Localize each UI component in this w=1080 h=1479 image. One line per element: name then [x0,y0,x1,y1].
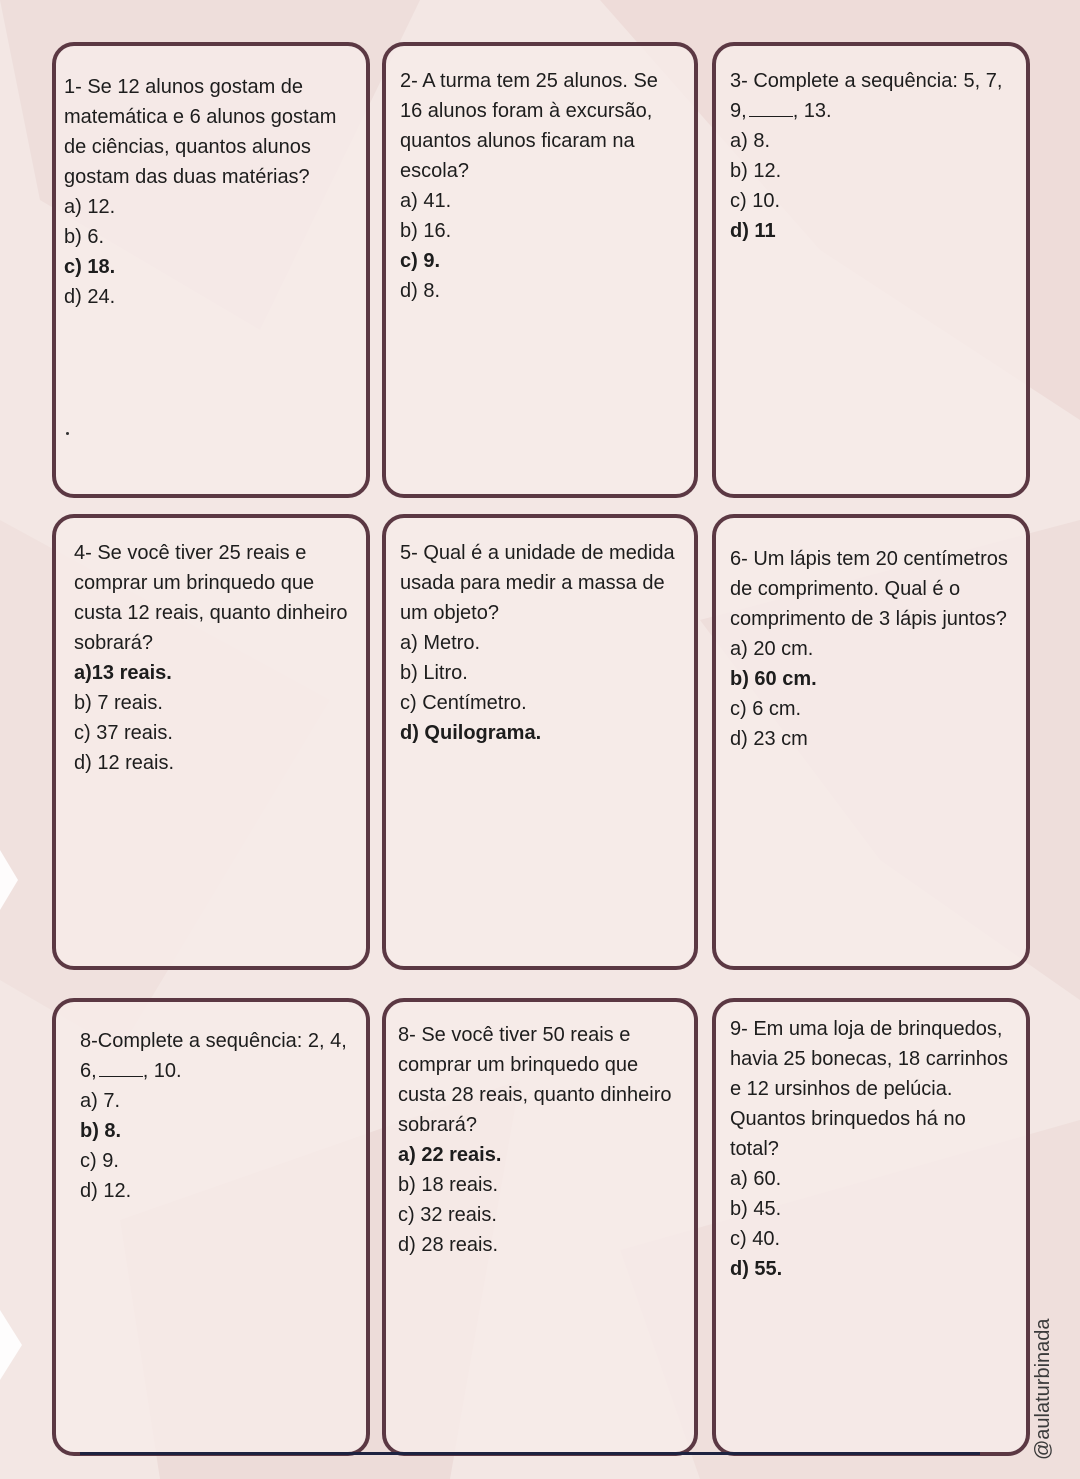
question-card-8 [382,998,698,1456]
question-text-end: , 10. [142,1060,182,1082]
question-text [80,1026,358,1086]
option-d-correct: d) 55. [730,1258,783,1280]
question-text-start: 8-Complete a sequência: 2, 4, 6, [80,1030,347,1082]
bottom-border-line [80,1452,980,1455]
question-card-4 [52,514,370,970]
option-a: a) 12. [64,196,116,218]
option-b: b) Litro. [400,662,468,684]
fill-blank [99,1060,143,1077]
option-d: d) 28 reais. [398,1234,499,1256]
question-card-9 [712,998,1030,1456]
question-text: 9- Em uma loja de brinquedos, havia 25 bonecas, 18 carrinhos e 12 ursinhos de pelúcia. Quantos brinquedos há no total? [730,1018,1008,1160]
option-b: b) 16. [400,220,452,242]
question-card-2 [382,42,698,498]
question-card-3 [712,42,1030,498]
option-b-correct: b) 60 cm. [730,668,817,690]
question-text: 6- Um lápis tem 20 centímetros de comprimento. Qual é o comprimento de 3 lápis juntos? [730,548,1008,630]
option-a: a) 41. [400,190,452,212]
option-a: a) 20 cm. [730,638,814,660]
option-d: d) 24. [64,286,116,308]
question-text: 1- Se 12 alunos gostam de matemática e 6 alunos gostam de ciências, quantos alunos gostam das duas matérias? [64,76,337,188]
option-a: a) 7. [80,1090,121,1112]
question-card-5 [382,514,698,970]
option-c: c) 6 cm. [730,698,802,720]
question-card-1 [52,42,370,498]
question-text-end: , 13. [792,100,832,122]
question-card-7 [52,998,370,1456]
author-watermark: @aulaturbinada [1032,1318,1054,1460]
option-b: b) 12. [730,160,782,182]
option-a: a) 8. [730,130,771,152]
option-b: b) 7 reais. [74,692,163,714]
option-d: d) 8. [400,280,441,302]
option-c: c) 9. [80,1150,119,1172]
option-b-correct: b) 8. [80,1120,122,1142]
option-c: c) 40. [730,1228,781,1250]
fill-blank [749,100,793,117]
option-c: c) Centímetro. [400,692,527,714]
option-c-correct: c) 9. [400,250,441,272]
option-c-correct: c) 18. [64,256,116,278]
option-d: d) 12 reais. [74,752,175,774]
option-a-correct: a)13 reais. [74,662,172,684]
option-a: a) Metro. [400,632,481,654]
question-text: 4- Se você tiver 25 reais e comprar um brinquedo que custa 12 reais, quanto dinheiro sobrará? [74,542,348,654]
option-b: b) 6. [64,226,105,248]
question-text: 5- Qual é a unidade de medida usada para medir a massa de um objeto? [400,542,675,624]
question-text-start: 3- Complete a sequência: 5, 7, 9, [730,70,1003,122]
option-c: c) 37 reais. [74,722,173,744]
option-d: d) 23 cm [730,728,808,750]
option-b: b) 18 reais. [398,1174,499,1196]
question-card-6 [712,514,1030,970]
option-d: d) 12. [80,1180,132,1202]
option-a-correct: a) 22 reais. [398,1144,502,1166]
question-text: 2- A turma tem 25 alunos. Se 16 alunos foram à excursão, quantos alunos ficaram na escola? [400,70,658,182]
option-c: c) 10. [730,190,781,212]
option-c: c) 32 reais. [398,1204,497,1226]
option-a: a) 60. [730,1168,782,1190]
option-b: b) 45. [730,1198,782,1220]
question-text: 8- Se você tiver 50 reais e comprar um brinquedo que custa 28 reais, quanto dinheiro sobrará? [398,1024,672,1136]
question-text [730,66,1016,126]
option-d-correct: d) 11 [730,220,776,242]
option-d-correct: d) Quilograma. [400,722,542,744]
stray-dot [66,432,69,435]
